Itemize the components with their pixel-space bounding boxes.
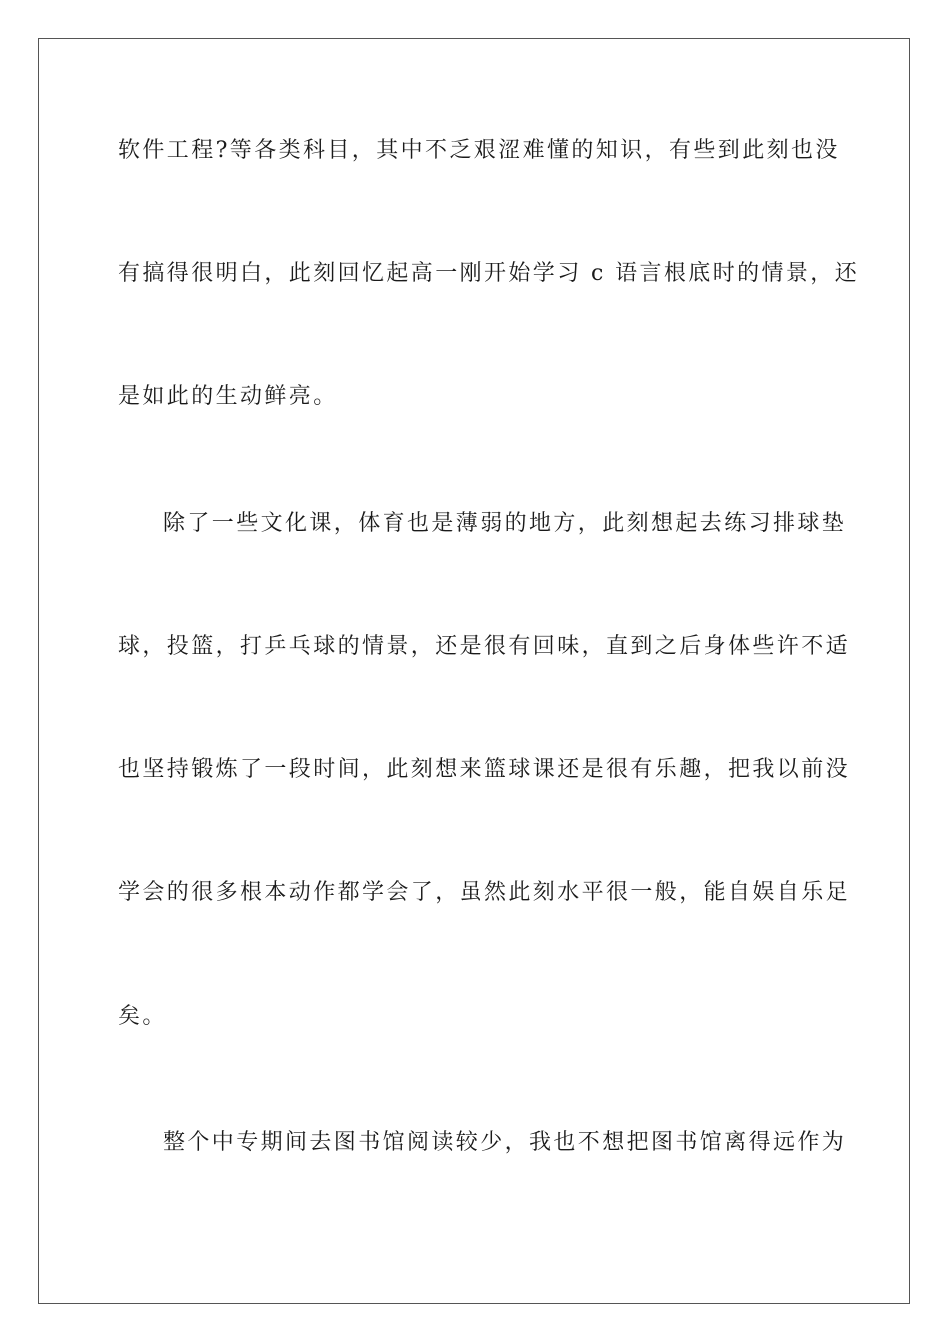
text-line-8: 矣。	[118, 1004, 167, 1029]
text-line-4: 除了一些文化课，体育也是薄弱的地方，此刻想起去练习排球垫	[163, 511, 847, 536]
text-line-3: 是如此的生动鲜亮。	[118, 384, 338, 409]
text-line-9: 整个中专期间去图书馆阅读较少，我也不想把图书馆离得远作为	[163, 1130, 847, 1155]
page-border	[38, 38, 910, 1304]
text-line-6: 也坚持锻炼了一段时间，此刻想来篮球课还是很有乐趣，把我以前没	[118, 757, 851, 782]
text-line-1: 软件工程?等各类科目，其中不乏艰涩难懂的知识，有些到此刻也没	[118, 138, 840, 163]
text-line-5: 球，投篮，打乒乓球的情景，还是很有回味，直到之后身体些许不适	[118, 634, 851, 659]
text-line-7: 学会的很多根本动作都学会了，虽然此刻水平很一般，能自娱自乐足	[118, 880, 851, 905]
text-line-2: 有搞得很明白，此刻回忆起高一刚开始学习 c 语言根底时的情景，还	[118, 261, 860, 286]
